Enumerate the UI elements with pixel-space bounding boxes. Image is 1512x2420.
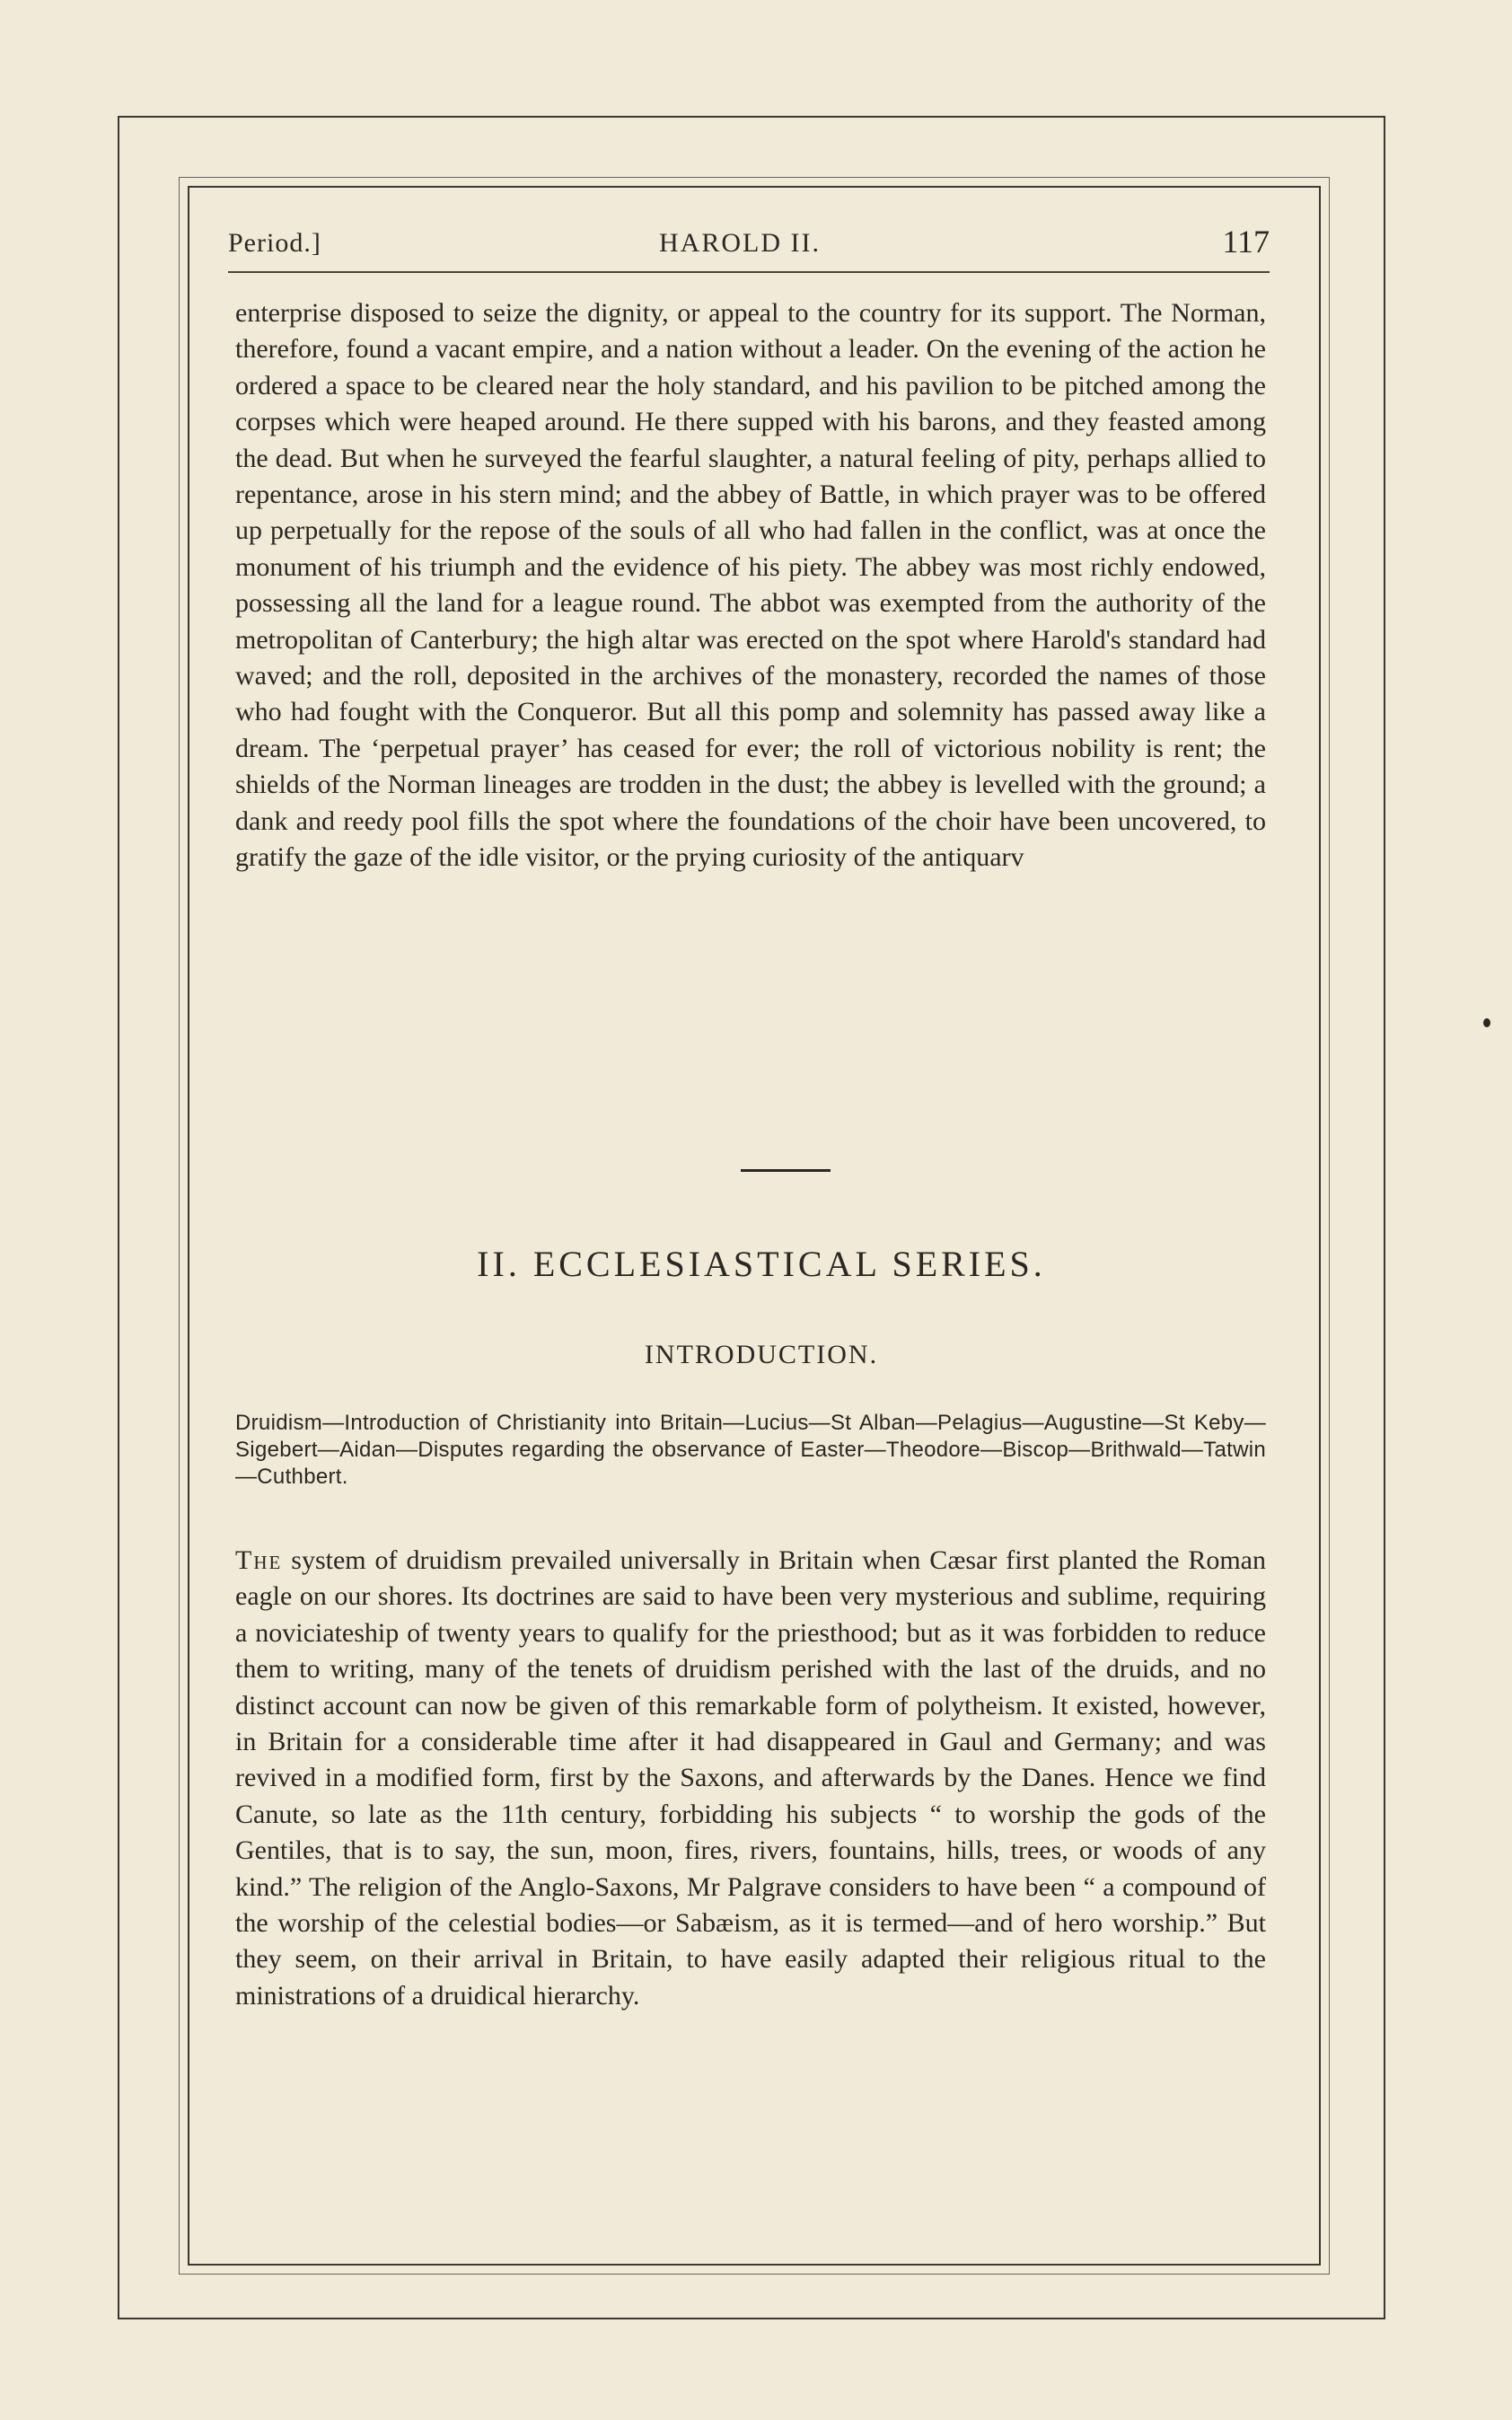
running-head xyxy=(228,223,1270,260)
margin-mark xyxy=(1483,1018,1490,1027)
chapter-synopsis: Druidism—Introduction of Christianity into Britain—Lucius—St Alban—Pelagius—Augustine—St Keby—Sigebert—Aidan—Disputes regarding the observance of Easter—Theodore—Biscop—Brithwald—Tatwin—Cuthbert. xyxy=(235,1411,1266,1489)
body-paragraph-1: enterprise disposed to seize the dignity, or appeal to the country for its support. The Norman, therefore, found a vacant empire, and a nation without a leader. On the evening of the action he ordered a space to be cleared near the holy standard, and his pavilion to be pitched among the corpses which were heaped around. He there supped with his barons, and they feasted among the dead. But when he surveyed the fearful slaughter, a natural feeling of pity, perhaps allied to repentance, arose in his stern mind; and the abbey of Battle, in which prayer was to be offered up perpetually for the repose of the souls of all who had fallen in the conflict, was at once the monument of his triumph and the evidence of his piety. The abbey was most richly endowed, possessing all the land for a league round. The abbot was exempted from the authority of the metropolitan of Canterbury; the high altar was erected on the spot where Harold's standard had waved; and the roll, deposited in the archives of the monastery, recorded the names of those who had fought with the Conqueror. But all this pomp and solemnity has passed away like a dream. The ‘perpetual prayer’ has ceased for ever; the roll of victorious nobility is rent; the shields of the Norman lineages are trodden in the dust; the abbey is levelled with the ground; a dank and reedy pool fills the spot where the foundations of the choir have been uncovered, to gratify the gaze of the idle visitor, or the prying curiosity of the antiquarv xyxy=(235,298,1266,873)
paragraph-2-text: system of druidism prevailed universally in Britain when Cæsar first planted the Roman eagle on our shores. Its doctrines are said to have been very mysterious and sublime, requiring a noviciateship of twenty years to qualify for the priesthood; but as it was forbidden to reduce them to writing, many of the tenets of druidism perished with the last of the druids, and no distinct account can now be given of this remarkable form of polytheism. It existed, however, in Britain for a considerable time after it had disappeared in Gaul and Germany; and was revived in a modified form, first by the Saxons, and afterwards by the Danes. Hence we find Canute, so late as the 11th century, forbidding his subjects “ to worship the gods of the Gentiles, that is to say, the sun, moon, fires, rivers, fountains, hills, trees, or woods of any kind.” The religion of the Anglo-Saxons, Mr Palgrave considers to have been “ a compound of the worship of the celestial bodies—or Sabæism, as it is termed—and of hero worship.” But they seem, on their arrival in Britain, to have easily adapted their religious ritual to the ministrations of a druidical hierarchy. xyxy=(235,1545,1266,2011)
paragraph-lead-words: The xyxy=(235,1545,283,1575)
introduction-heading: INTRODUCTION. xyxy=(644,1340,879,1369)
section-title: II. ECCLESIASTICAL SERIES. xyxy=(477,1244,1046,1284)
body-paragraph-2 xyxy=(235,1543,1266,2014)
running-head-period: Period.] xyxy=(228,228,321,258)
section-divider xyxy=(741,1169,831,1172)
running-head-title: HAROLD II. xyxy=(659,228,821,258)
page-number: 117 xyxy=(1222,224,1270,260)
header-rule xyxy=(228,271,1270,273)
